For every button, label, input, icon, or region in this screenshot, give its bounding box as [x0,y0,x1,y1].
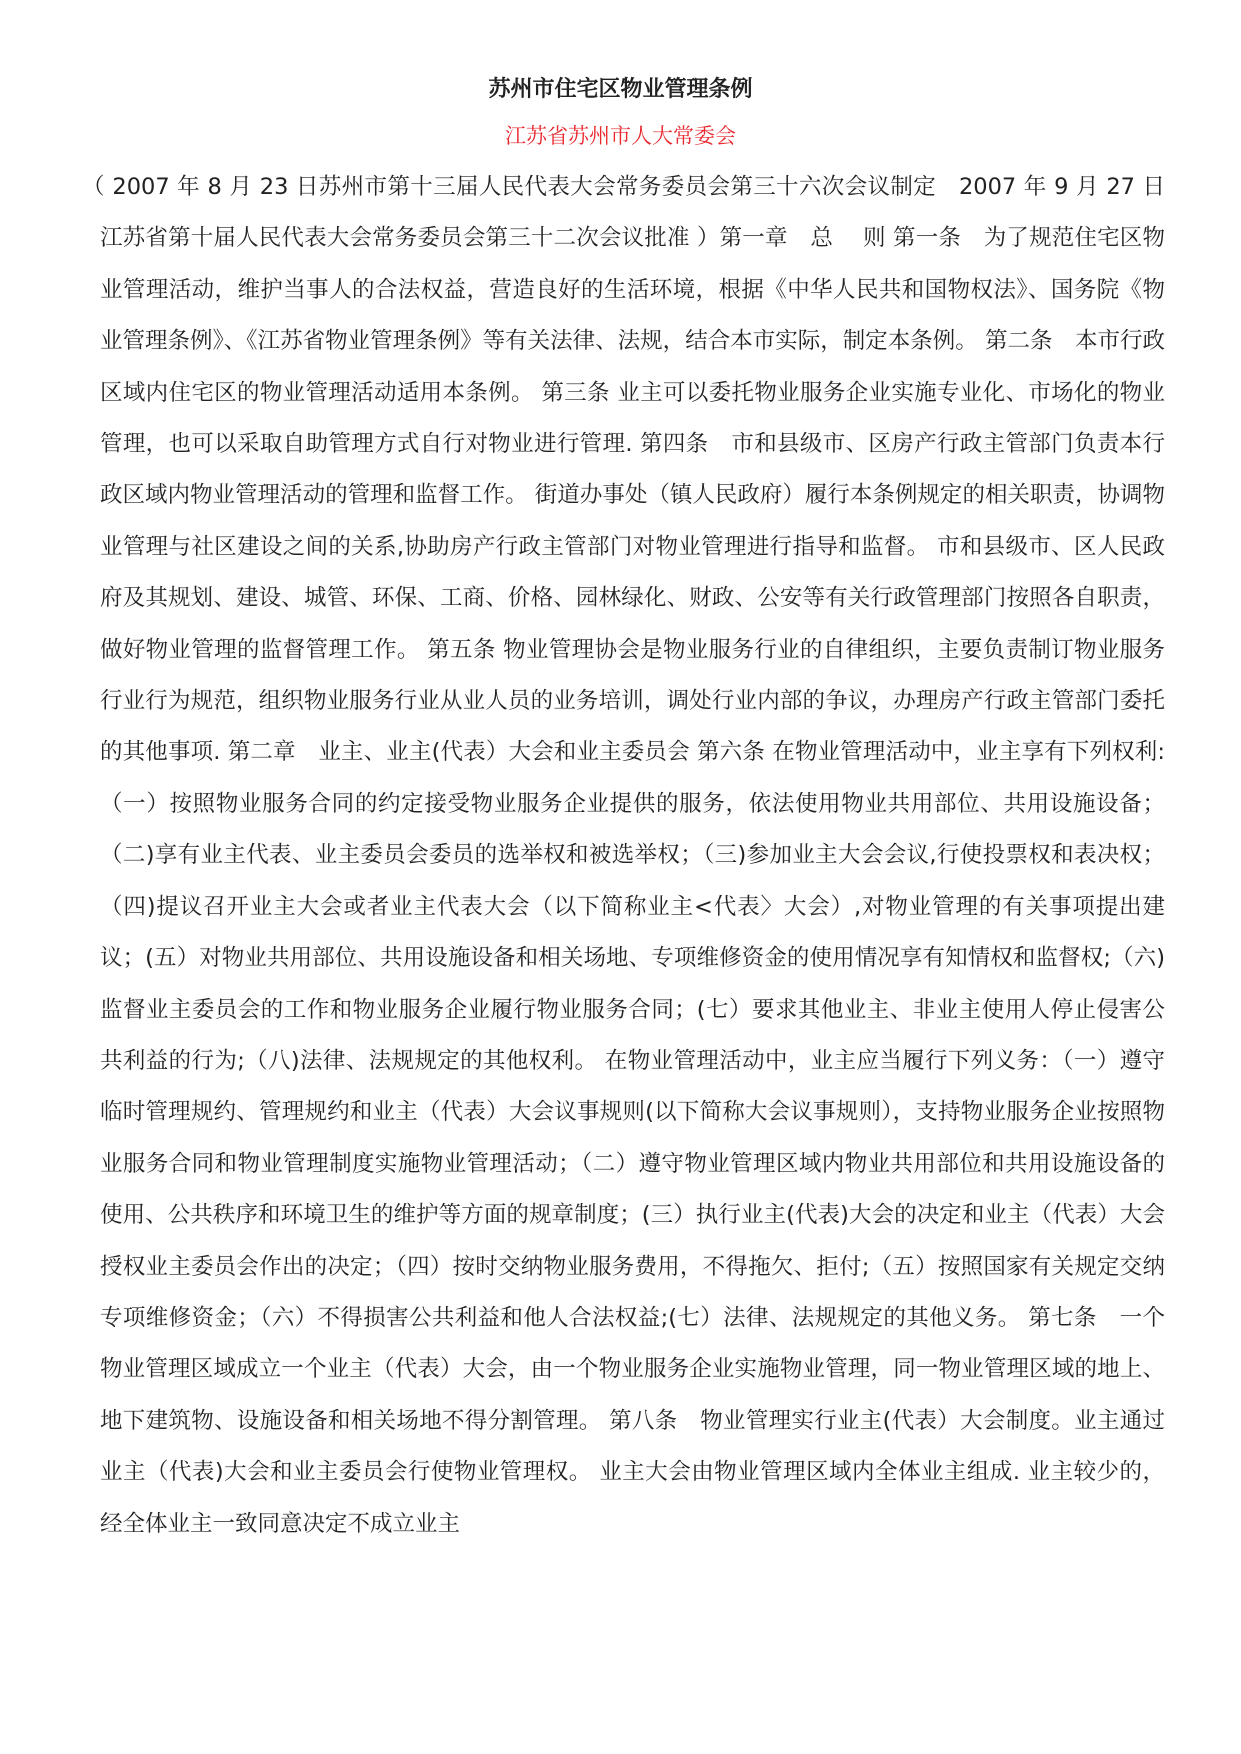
document-title: 苏州市住宅区物业管理条例 [488,77,753,102]
document-body-text: （ 2007 年 8 月 23 日苏州市第十三届人民代表大会常务委员会第三十六次会议制定 2007 年 9 月 27 日江苏省第十届人民代表大会常务委员会第三十二次会议批准 ）第一章 总 则 第一条 为了规范住宅区物业管理活动，维护当事人的合法权益，营造良好的生活环境，根据《中华人民共和国物权法》、国务院《物业管理条例》、《江苏省物业管理条例》等有关法律、法规，结合本市实际，制定本条例。 第二条 本市行政区域内住宅区的物业管理活动适用本条例。 第三条 业主可以委托物业服务企业实施专业化、市场化的物业管理，也可以采取自助管理方式自行对物业进行管理. 第四条 市和县级市、区房产行政主管部门负责本行政区域内物业管理活动的管理和监督工作。 街道办事处（镇人民政府）履行本条例规定的相关职责，协调物业管理与社区建设之间的关系,协助房产行政主管部门对物业管理进行指导和监督。 市和县级市、区人民政府及其规划、建设、城管、环保、工商、价格、园林绿化、财政、公安等有关行政管理部门按照各自职责，做好物业管理的监督管理工作。 第五条 物业管理协会是物业服务行业的自律组织，主要负责制订物业服务行业行为规范，组织物业服务行业从业人员的业务培训，调处行业内部的争议，办理房产行政主管部门委托的其他事项. 第二章 业主、业主(代表）大会和业主委员会 第六条 在物业管理活动中，业主享有下列权利:（一）按照物业服务合同的约定接受物业服务企业提供的服务，依法使用物业共用部位、共用设施设备；（二)享有业主代表、业主委员会委员的选举权和被选举权；（三)参加业主大会会议,行使投票权和表决权；（四)提议召开业主大会或者业主代表大会（以下简称业主<代表〉大会）,对物业管理的有关事项提出建议；(五）对物业共用部位、共用设施设备和相关场地、专项维修资金的使用情况享有知情权和监督权;（六)监督业主委员会的工作和物业服务企业履行物业服务合同；(七）要求其他业主、非业主使用人停止侵害公共利益的行为;（八)法律、法规规定的其他权利。 在物业管理活动中，业主应当履行下列义务：（一）遵守临时管理规约、管理规约和业主（代表）大会议事规则(以下简称大会议事规则），支持物业服务企业按照物业服务合同和物业管理制度实施物业管理活动；（二）遵守物业管理区域内物业共用部位和共用设施设备的使用、公共秩序和环境卫生的维护等方面的规章制度；(三）执行业主(代表)大会的决定和业主（代表）大会授权业主委员会作出的决定；（四）按时交纳物业服务费用，不得拖欠、拒付;（五）按照国家有关规定交纳专项维修资金；（六）不得损害公共利益和他人合法权益;(七）法律、法规规定的其他义务。 第七条 一个物业管理区域成立一个业主（代表）大会，由一个物业服务企业实施物业管理，同一物业管理区域的地上、地下建筑物、设施设备和相关场地不得分割管理。 第八条 物业管理实行业主(代表）大会制度。业主通过业主（代表)大会和业主委员会行使物业管理权。 业主大会由物业管理区域内全体业主组成. 业主较少的，经全体业主一致同意决定不成立业主 [82,174,1165,1537]
document-author: 江苏省苏州市人大常委会 [505,124,736,148]
